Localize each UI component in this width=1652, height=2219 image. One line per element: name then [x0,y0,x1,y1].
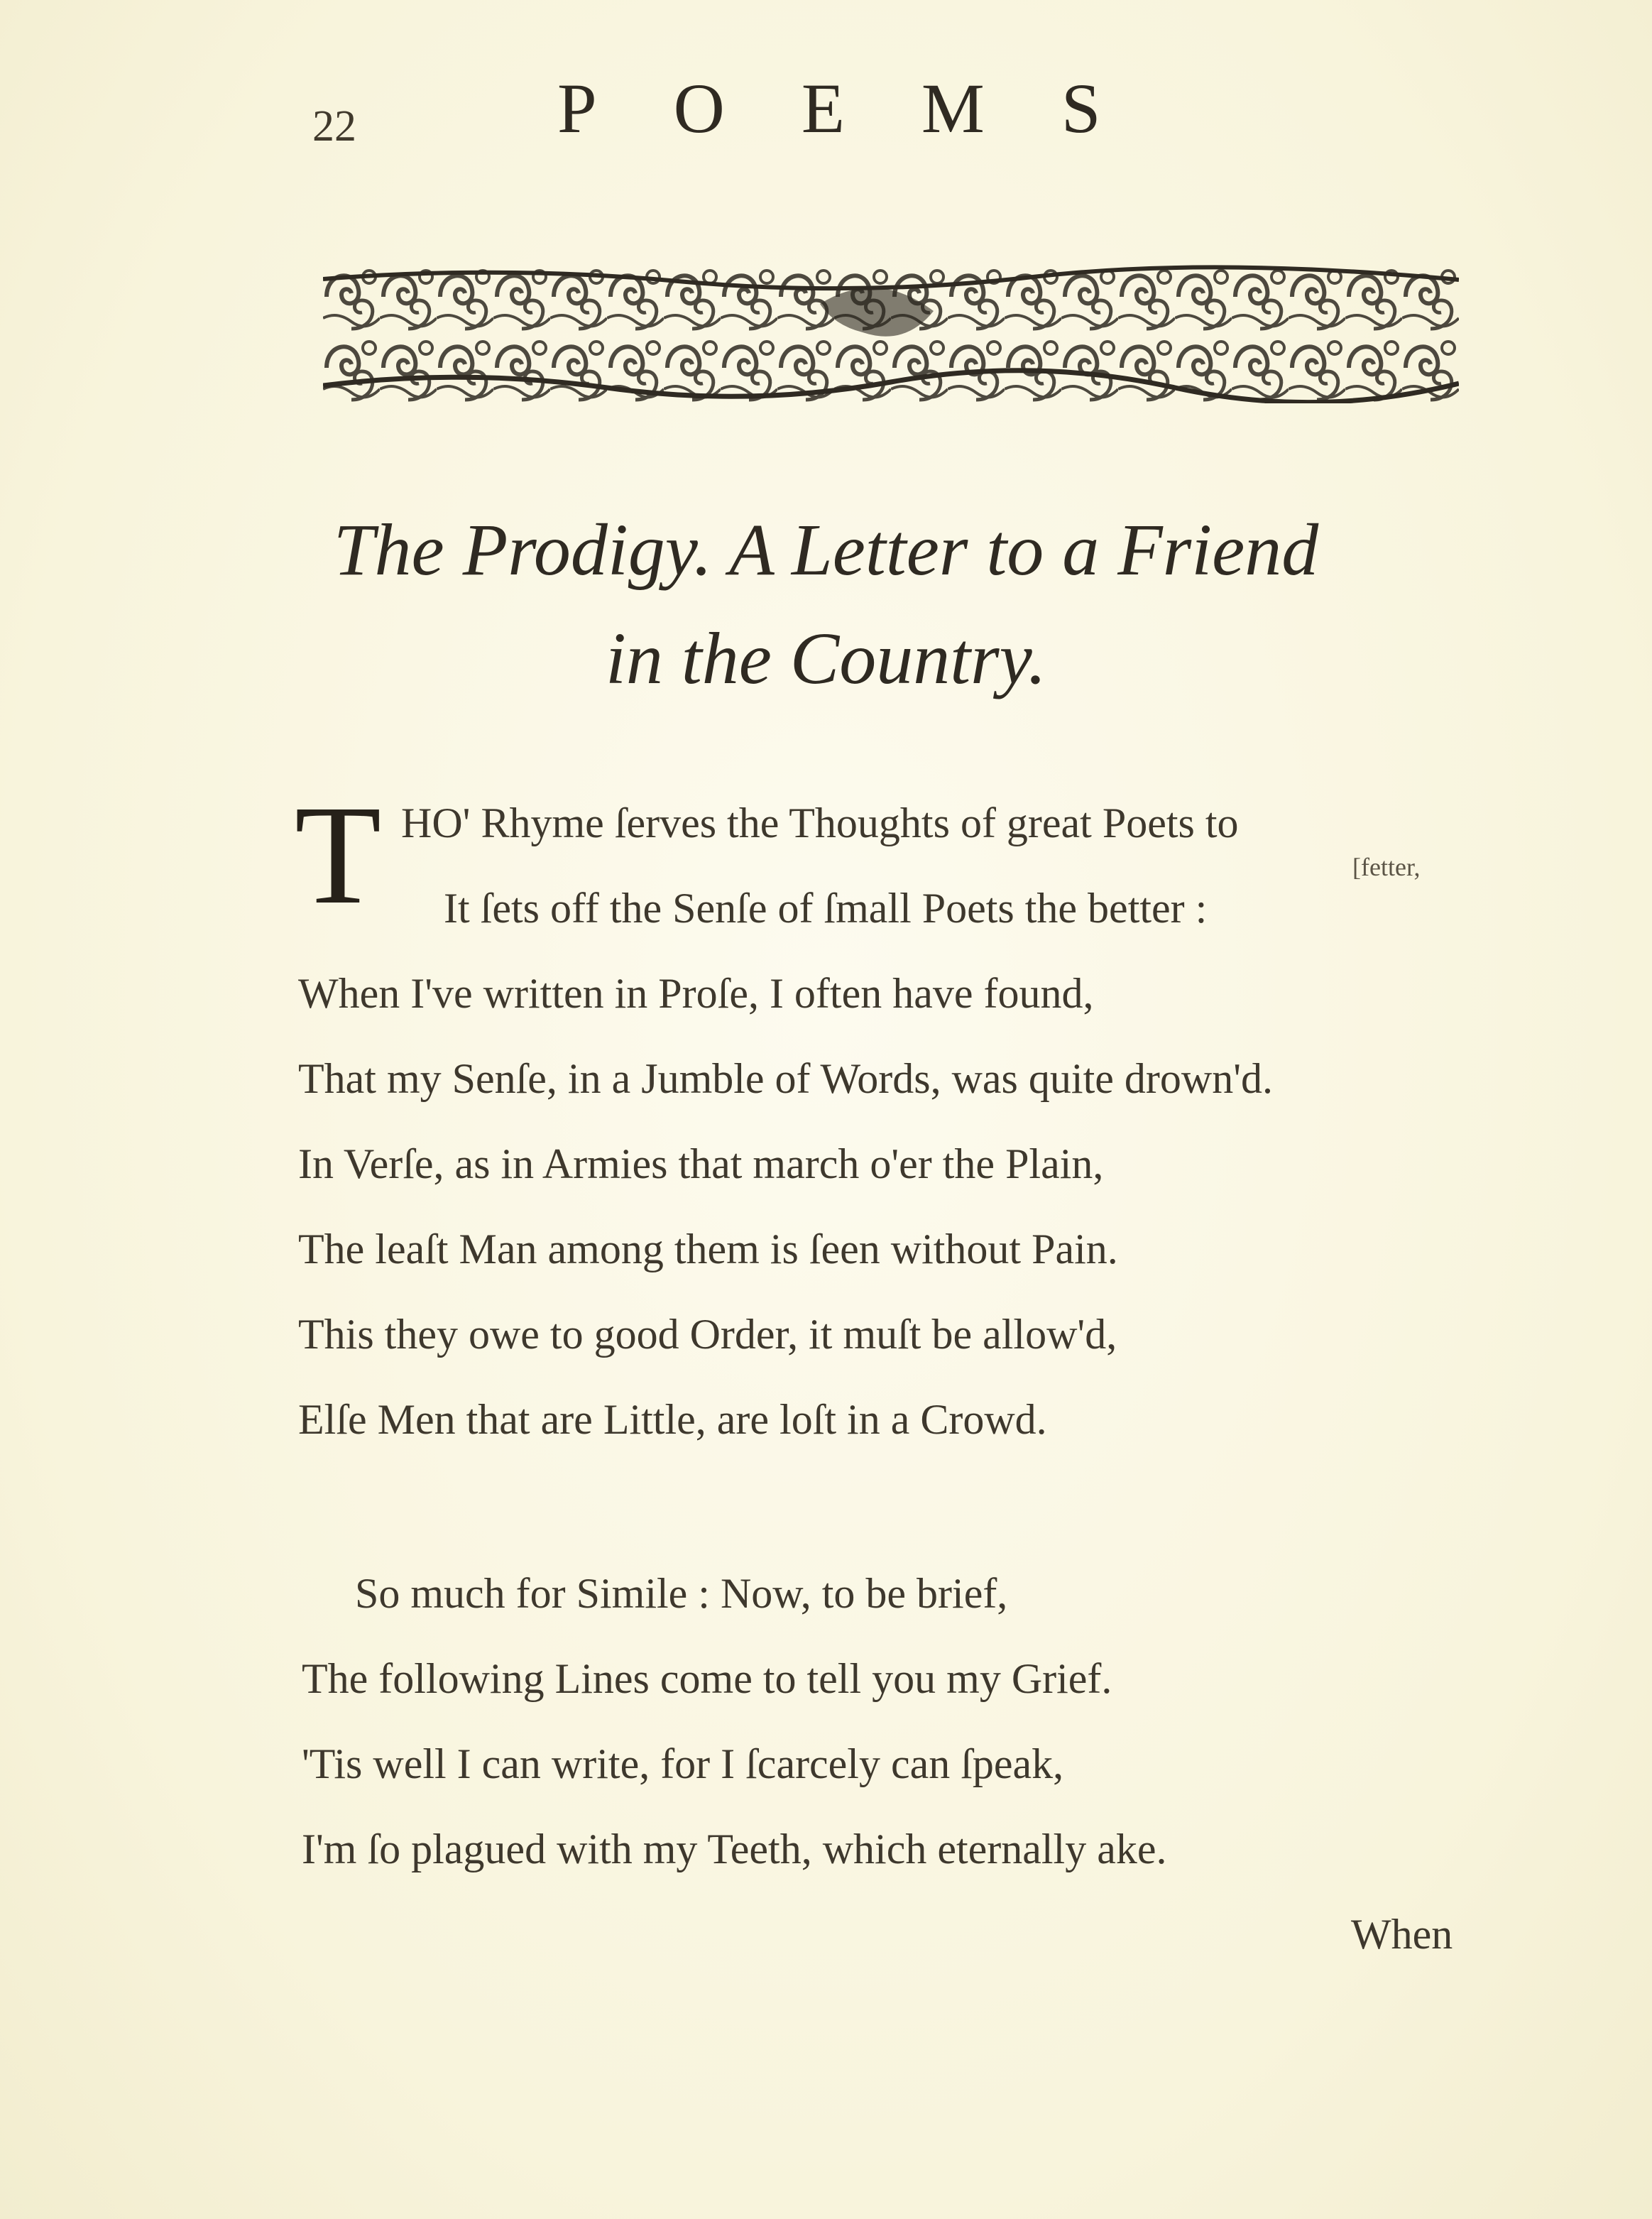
poem-line: Elſe Men that are Little, are loſt in a Crowd. [298,1396,1047,1443]
decorative-headpiece-icon [323,261,1459,403]
poem-line: So much for Simile : Now, to be brief, [355,1570,1008,1617]
poem-title: The Prodigy. A Letter to a Friend [333,509,1319,591]
poem-line: This they owe to good Order, it muſt be allow'd, [298,1311,1117,1358]
running-head: POEMS [557,69,1178,148]
poem-subtitle: in the Country. [605,618,1047,699]
page-header [0,60,1652,151]
poem-line: In Verſe, as in Armies that march o'er the Plain, [298,1140,1104,1187]
turnover-word: [fetter, [1352,853,1421,881]
poem-line: I'm ſo plagued with my Teeth, which eternally ake. [302,1826,1167,1872]
poem-line: It ſets off the Senſe of ſmall Poets the better : [444,885,1208,932]
catchword: When [1351,1911,1453,1958]
poem-line: When I've written in Proſe, I often have found, [298,970,1094,1017]
poem-line: The following Lines come to tell you my Grief. [302,1655,1112,1702]
poem-line: 'Tis well I can write, for I ſcarcely can ſpeak, [302,1740,1064,1787]
poem-line: The leaſt Man among them is ſeen without Pain. [298,1226,1118,1272]
poem-line: That my Senſe, in a Jumble of Words, was quite drown'd. [298,1055,1273,1102]
poem-line: HO' Rhyme ſerves the Thoughts of great Poets to [401,800,1239,846]
page-number: 22 [312,102,356,151]
drop-cap: T [295,777,382,934]
